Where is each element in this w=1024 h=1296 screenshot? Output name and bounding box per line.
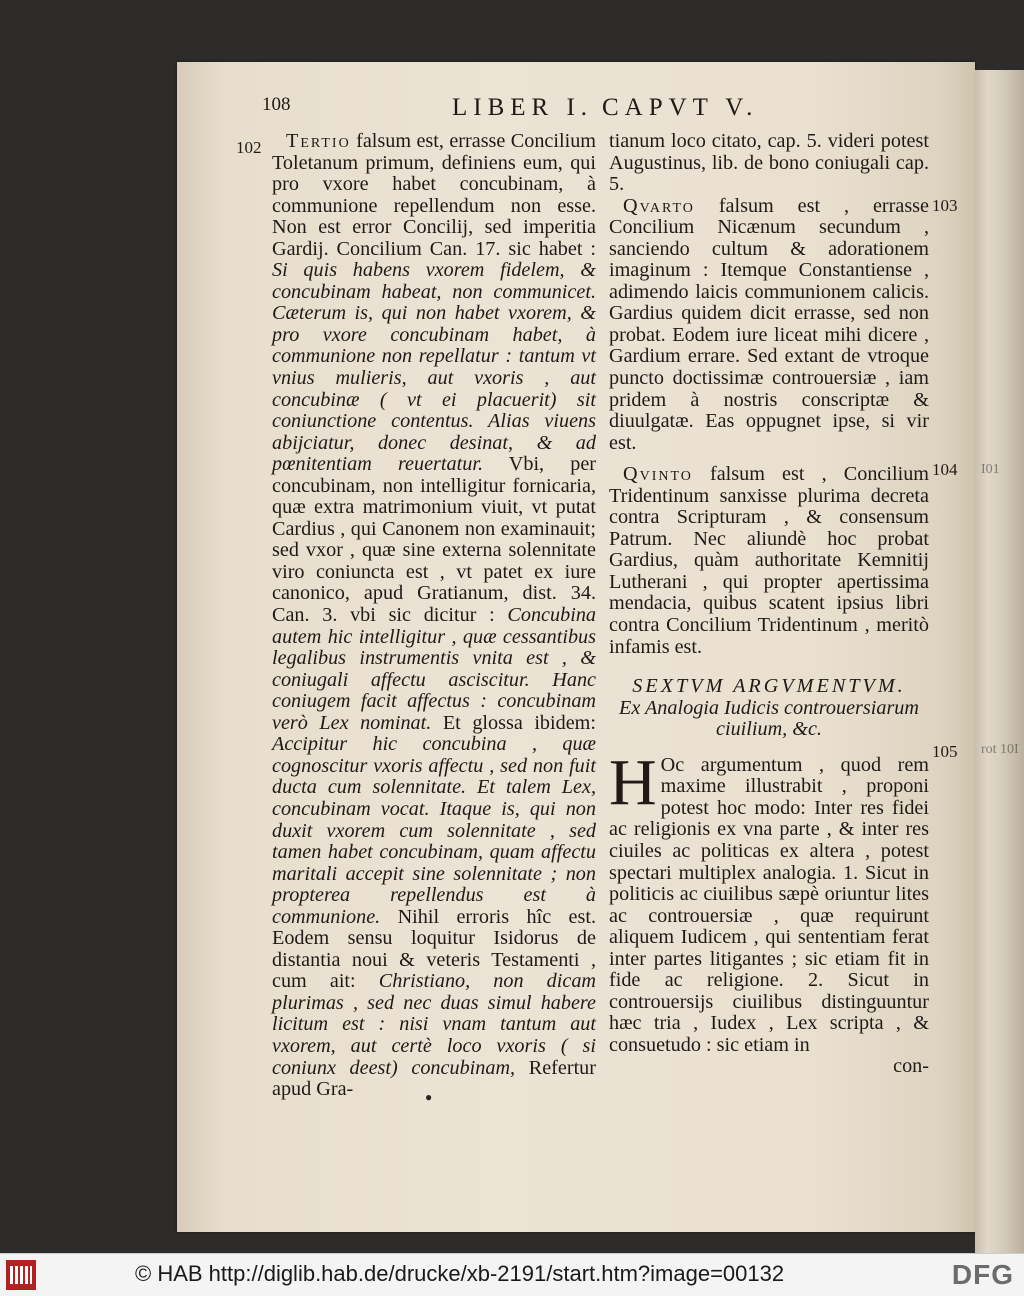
running-header [262, 94, 962, 126]
paragraph-quinto [609, 464, 929, 658]
hab-logo-icon [6, 1260, 36, 1290]
header-caput: CAPVT V. [602, 94, 759, 121]
section-heading: SEXTVM ARGVMENTVM. [632, 675, 906, 698]
margin-number: 104 [932, 460, 958, 479]
margin-number: 103 [932, 196, 958, 215]
quote-text: Concubina autem hic intelligitur , quæ cessantibus legalibus instrumentis vnita est , & coniugali affectu asciscitur. Hanc coniugem facit affectus : concubinam verò Lex nominat. [272, 604, 597, 734]
paragraph-lead: Qvinto [623, 463, 693, 486]
body-text: falsum est , errasse Concilium Nicænum secundum , sanciendo cultum & adorationem imaginum : Itemque Constantiense , adimendo laicis communionem calicis. Gardius quidem dicit errasse, sed non probat. Eodem iure liceat mihi dicere , Gardium errare. Sed extant de vtroque puncto doctissimæ controuersiæ , iam pridem à nostris conscriptæ & diuulgatæ. Eas oppugnet ipse, si vir est. [609, 194, 929, 454]
body-text: Refertur apud Gra- [272, 1056, 596, 1101]
body-text: falsum est , Concilium Tridentinum sanxisse plurima decreta contra Scripturam , & consensum Patrum. Nec aliundè hoc probat Gardius, quàm authoritate Kemnitij Lutherani , qui propter apertissima mendacia, quibus scatent ipsius libri contra Concilium Tridentinum , meritò infamis est. [609, 463, 930, 658]
ink-dot: ● [425, 1090, 433, 1104]
paragraph-continuation: tianum loco citato, cap. 5. videri potest Augustinus, lib. de bono coniugali cap. 5. [609, 130, 929, 196]
paragraph-lead: Qvarto [623, 194, 695, 217]
body-text: Vbi, per concubinam, non intelligitur fornicaria, quæ extra matrimonium viuit, vt putat Cardius , qui Canonem non examinauit; sed vxor , quæ sine externa solennitate viro coniuncta est , vt patet ex iure canonico, apud Gratianum, dist. 34. Can. 3. vbi sic dicitur : [272, 453, 596, 627]
left-column [272, 131, 596, 1101]
catchword: con- [893, 1055, 929, 1078]
dfg-logo: DFG [951, 1259, 1014, 1290]
margin-number: 102 [236, 138, 262, 157]
paragraph-sextum [609, 745, 929, 1057]
quote-text: Accipitur hic concubina , quæ cognoscitur vxoris affectu , sed non fuit ducta cum solennitate. Et talem Lex, concubinam vocat. Itaque is, qui non duxit vxorem cum solennitate , sed tamen habet concubinam, quam affectu maritali accepit sine solennitate ; non propterea repellendus est à communione. [272, 733, 596, 928]
right-column [609, 131, 929, 1078]
body-text: falsum est, errasse Concilium Toletanum primum, definiens eum, qui pro vxore habet concubinam, à communione repellendum non esse. Non est error Concilij, sed imperitia Gardij. Concilium Can. 17. sic habet : [272, 130, 596, 260]
paragraph-quarto [609, 196, 929, 455]
header-liber: LIBER I. [452, 94, 594, 121]
margin-number: 105 [932, 742, 958, 761]
paragraph-tertio [272, 131, 596, 1101]
ghost-text: rot 10I [981, 742, 1019, 757]
paragraph-lead: Tertio [286, 130, 351, 152]
ghost-text: I01 [981, 462, 1000, 477]
body-text: Et glossa ibidem: [442, 711, 596, 734]
facing-page-edge [975, 70, 1024, 1253]
body-text: Oc argumentum , quod rem maxime illustrabit , proponi potest hoc modo: Inter res fidei ac religionis ex vna parte , & inter res ciuiles ac politicas ex altera , potest spectari multiplex analogia. 1. Sicut in politicis ac ciuilibus sæpè oriuntur lites ac controuersiæ , quæ requirunt aliquem Iudicem , qui sententiam ferat inter partes litigantes ; sic etiam fit in fide ac religione. 2. Sicut in controuersijs ciuilibus distinguuntur hæc tria , Iudex , Lex scripta , & consuetudo : sic etiam in [609, 753, 929, 1056]
quote-text: Si quis habens vxorem fidelem, & concubinam habeat, non communicet. Cæterum is, qui non habet vxorem, & pro vxore concubinam habet, à communione non repellatur : tantum vt vnius mulieris, aut vxoris , aut concubinæ ( vt ei placuerit) sit coniunctione contentus. Alias viuens abijciatur, donec desinat, & ad pœnitentiam reuertatur. [272, 259, 596, 476]
page-number: 108 [262, 94, 291, 115]
attribution-link[interactable]: © HAB http://diglib.hab.de/drucke/xb-2191/start.htm?image=00132 [135, 1261, 785, 1286]
quote-text: Christiano, non dicam plurimas , sed nec duas simul habere licitum est : nisi vnam tantum aut vxorem, aut certè loco vxoris ( si coniunx deest) concubinam, [272, 970, 597, 1079]
body-text: Nihil erroris hîc est. Eodem sensu loquitur Isidorus de distantia noui & veteris Testamenti , cum ait: [272, 905, 596, 993]
section-subheading: Ex Analogia Iudicis controuersiarum ciuilium, &c. [619, 696, 919, 741]
footer-bar [0, 1253, 1024, 1296]
drop-cap: H [609, 745, 657, 819]
